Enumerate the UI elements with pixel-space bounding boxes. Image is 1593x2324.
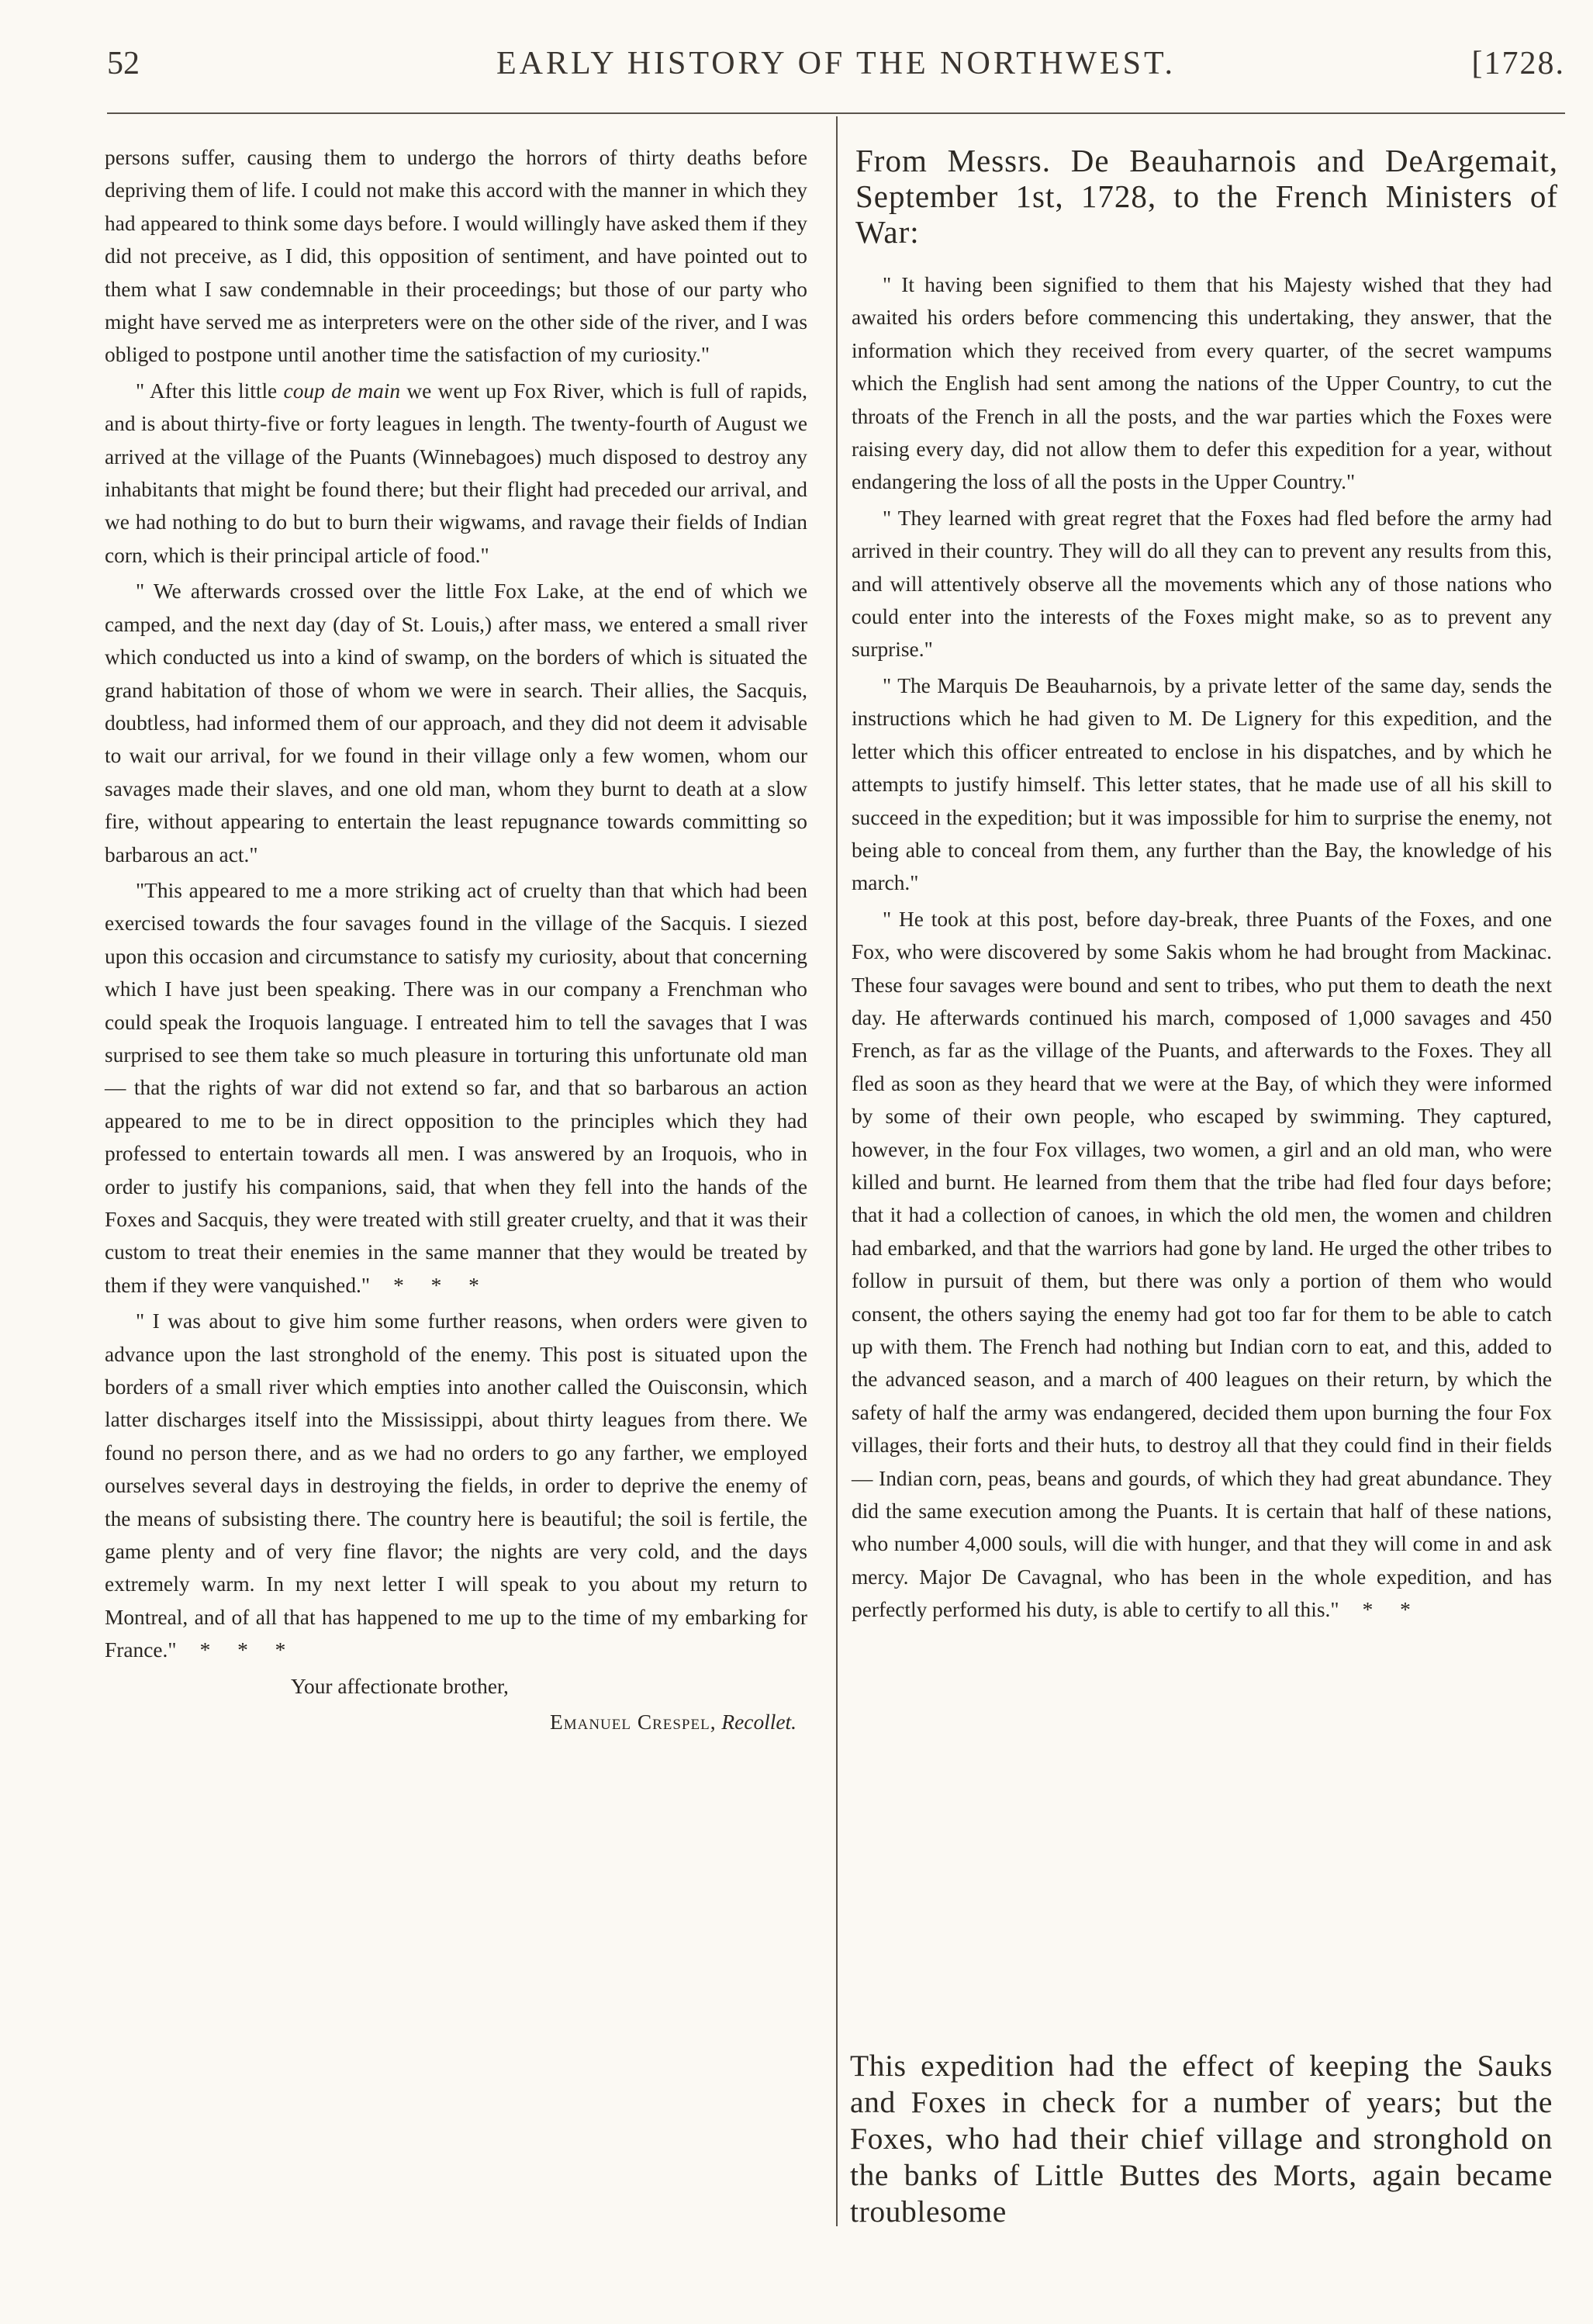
ellipsis-stars-3: * * <box>1362 1598 1411 1622</box>
ellipsis-stars: * * * <box>393 1273 479 1297</box>
closing-narrative: This expedition had the effect of keeping the Sauks and Foxes in check for a number of years; but the Foxes, who had their chief village and stronghold on the banks of Little Buttes des Morts, again became troublesome <box>850 2049 1553 2229</box>
left-paragraph-2 <box>105 375 807 572</box>
letter-closing: Your affectionate brother, <box>291 1674 509 1698</box>
left-paragraph-5-text: " I was about to give him some further reasons, when orders were given to advance upon the last stronghold of the enemy. This post is situated upon the borders of a small river which empties into another called the Ouisconsin, which latter discharges itself into the Mississippi, about thirty leagues from there. We found no person there, and as we had no orders to go any farther, we employed ourselves several days in destroying the fields, in order to deprive the enemy of the means of subsisting there. The country here is beautiful; the soil is fertile, the game plenty and of very fine flavor; the nights are very cold, and the days extremely warm. In my next letter I will speak to you about my return to Montreal, and of all that has happened to me up to the time of my embarking for France." <box>105 1309 807 1662</box>
left-paragraph-3: " We afterwards crossed over the little Fox Lake, at the end of which we camped, and the next day (day of St. Louis,) after mass, we entered a small river which conducted us into a kind of swamp, on the borders of which is situated the grand habitation of those of whom we were in search. Their allies, the Sacquis, doubtless, had informed them of our approach, and they did not deem it advisable to wait our arrival, for we found in their village only a few women, whom our savages made their slaves, and one old man, whom they burnt to death at a slow fire, without appearing to entertain the least repugnance towards committing so barbarous an act." <box>105 579 807 866</box>
right-paragraph-3: " The Marquis De Beauharnois, by a private letter of the same day, sends the instructions which he had given to M. De Lignery for this expedition, and the letter which this officer entreated to enclose in his dispatches, and by which he attempts to justify himself. This letter states, that he made use of all his skill to succeed in the expedition; but it was impossible for him to surprise the enemy, not being able to conceal from them, any further than the Bay, the knowledge of his march." <box>852 673 1552 895</box>
letter-signature <box>105 1706 807 1738</box>
left-paragraph-1: persons suffer, causing them to undergo the horrors of thirty deaths before depriving them of life. I could not make this accord with the manner in which they had appeared to think some days before. I would willingly have asked them if they did not preceive, as I did, this opposition of sentiment, and have pointed out to them what I saw condemnable in their proceedings; but those of our party who might have served me as interpreters were on the other side of the river, and I was obliged to postpone until another time the satisfaction of my curiosity." <box>105 146 807 367</box>
left-paragraph-2-start: " After this little <box>136 379 278 403</box>
column-divider <box>836 116 838 2226</box>
letter-heading: From Messrs. De Beauharnois and DeArgemait, September 1st, 1728, to the French Ministers of War: <box>855 143 1558 250</box>
left-paragraph-4-text: "This appeared to me a more striking act of cruelty than that which had been exercised towards the four savages found in the village of the Sacquis. I siezed upon this occasion and circumstance to satisfy my curiosity, about that concerning which I have just been speaking. There was in our company a Frenchman who could speak the Iroquois language. I entreated him to tell the savages that I was surprised to see them take so much pleasure in torturing this unfortunate old man — that the rights of war did not extend so far, and that so barbarous an action appeared to me to be in direct opposition to the principles which they had professed to entertain towards all men. I was answered by an Iroquois, who in order to justify his companions, said, that when they fell into the hands of the Foxes and Sacquis, they were treated with still greater cruelty, and that it was their custom to treat their enemies in the same manner that they would be treated by them if they were vanquished." <box>105 878 807 1297</box>
right-paragraph-2: " They learned with great regret that the Foxes had fled before the army had arrived in their country. They will do all they can to prevent any results from this, and will attentively observe all the movements which any of those nations who could enter into the interests of the Foxes might make, so as to prevent any surprise." <box>852 506 1552 662</box>
signature-title: Recollet. <box>721 1710 796 1734</box>
right-paragraph-4-text: " He took at this post, before day-break, three Puants of the Foxes, and one Fox, who were discovered by some Sakis whom he had brought from Mackinac. These four savages were bound and sent to tribes, who put them to death the next day. He afterwards continued his march, composed of 1,000 savages and 450 French, as far as the village of the Puants, and afterwards to the Foxes. They all fled as soon as they heard that we were at the Bay, of which they were informed by some of their own people, who escaped by swimming. They captured, however, in the four Fox villages, two women, a girl and an old man, who were killed and burnt. He learned from them that the tribe had fled four days before; that it had a collection of canoes, in which the old men, the women and children had embarked, and that the warriors had gone by land. He urged the other tribes to follow in pursuit of them, but there was only a portion of them who would consent, the others saying the enemy had got too far for them to be able to catch up with them. The French had nothing but Indian corn to eat, and this, added to the advanced season, and a march of 400 leagues on their return, by which the safety of half the army was endangered, decided them upon burning the four Fox villages, their forts and their huts, to destroy all that they could find in their fields — Indian corn, peas, beans and gourds, of which they had great abundance. They did the same execution among the Puants. It is certain that half of these nations, who number 4,000 souls, will die with hunger, and that they will come in and ask mercy. Major De Cavagnal, who has been in the whole expedition, and has perfectly performed his duty, is able to certify to all this." <box>852 907 1552 1622</box>
left-paragraph-4 <box>105 874 807 1302</box>
left-paragraph-5 <box>105 1305 807 1666</box>
left-paragraph-2-rest: we went up Fox River, which is full of rapids, and is about thirty-five or forty leagues in length. The twenty-fourth of August we arrived at the village of the Puants (Winnebagoes) much disposed to destroy any inhabitants that might be found there; but their flight had preceded our arrival, and we had nothing to do but to burn their wigwams, and ravage their fields of Indian corn, which is their principal article of food." <box>105 379 807 567</box>
coup-de-main-italic: coup de main <box>283 379 401 403</box>
header-rule <box>107 112 1565 114</box>
right-paragraph-1: " It having been signified to them that his Majesty wished that they had awaited his orders before commencing this undertaking, they answer, that the information which they received from every quarter, of the secret wampums which the English had sent among the nations of the Upper Country, to cut the throats of the French in all the posts, and the war parties which the Foxes were raising every day, did not allow them to defer this expedition for a year, without endangering the loss of all the posts in the Upper Country." <box>852 273 1552 494</box>
right-column <box>852 268 1552 1627</box>
running-title: EARLY HISTORY OF THE NORTHWEST. <box>496 46 1176 81</box>
right-paragraph-4 <box>852 903 1552 1627</box>
left-column <box>105 141 807 1739</box>
ellipsis-stars-2: * * * <box>199 1638 286 1662</box>
page-number: 52 <box>107 46 140 81</box>
header-year: [1728. <box>1471 46 1565 81</box>
signature-name: Emanuel Crespel, <box>549 1710 717 1734</box>
running-header <box>107 45 1565 92</box>
